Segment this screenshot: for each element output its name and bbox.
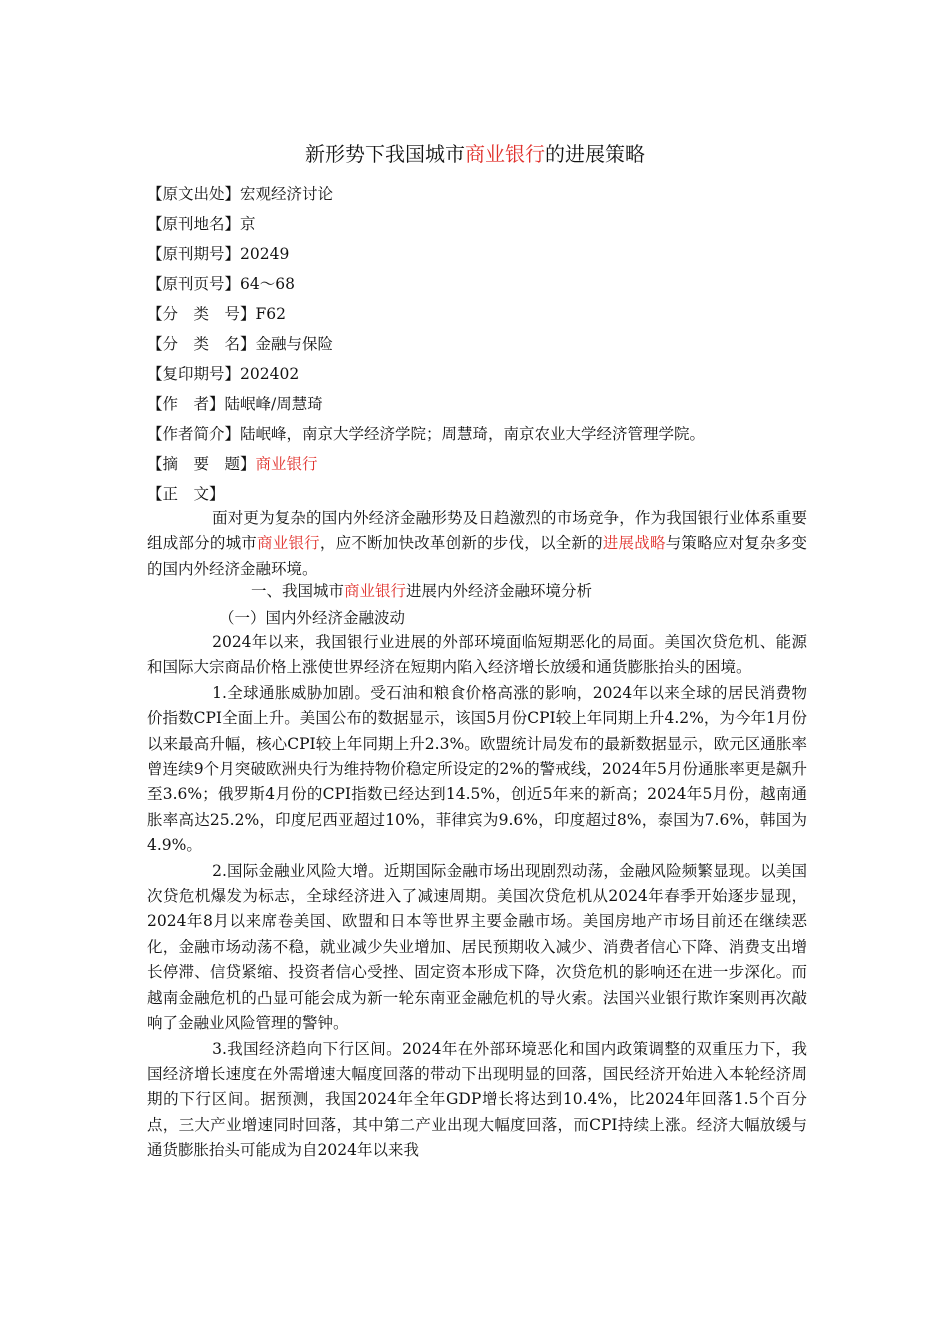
meta-label: 【原刊期号】 <box>147 245 241 263</box>
title-text: 新形势下我国城市 <box>305 142 465 166</box>
meta-value: 202402 <box>240 365 300 383</box>
paragraph-2: 1.全球通胀威胁加剧。受石油和粮食价格高涨的影响，2024年以来全球的居民消费物价指数CPI全面上升。美国公布的数据显示，该国5月份CPI较上年同期上升4.2%，为今年1月份以来最高升幅，核心CPI较上年同期上升2.3%。欧盟统计局发布的最新数据显示，欧元区通胀率曾连续9个月突破欧洲央行为维持物价稳定所设定的2%的警戒线，2024年5月份通胀率更是飙升至3.6%；俄罗斯4月份的CPI指数已经达到14.5%，创近5年来的新高；2024年5月份，越南通胀率高达25.2%，印度尼西亚超过10%，菲律宾为9.6%，印度超过8%，泰国为7.6%，韩国为4.9%。 <box>147 683 807 855</box>
meta-label: 【原刊页号】 <box>147 275 241 293</box>
meta-pages <box>147 274 295 294</box>
meta-label: 【原刊地名】 <box>147 215 241 233</box>
meta-value: 陆岷峰/周慧琦 <box>224 395 323 413</box>
meta-label: 【分 类 名】 <box>147 335 256 353</box>
paragraph-text: 面对更为复杂的国内外经济金融形势及日趋激烈的市场竞争，作为我国银行业体系重要组成部分的城市 <box>147 509 807 553</box>
meta-value: 陆岷峰，南京大学经济学院；周慧琦，南京农业大学经济管理学院。 <box>240 425 706 443</box>
meta-value: 宏观经济讨论 <box>240 185 334 203</box>
heading-keyword-link[interactable]: 商业银行 <box>344 582 407 600</box>
meta-value: 20249 <box>240 245 290 263</box>
meta-reprint <box>147 364 299 384</box>
paragraph <box>147 506 807 582</box>
keyword-link[interactable]: 进展战略 <box>602 534 666 553</box>
document-title <box>0 140 950 168</box>
meta-issue <box>147 244 289 264</box>
meta-label: 【摘 要 题】 <box>147 455 256 473</box>
meta-abstract <box>147 454 318 474</box>
meta-place <box>147 214 256 234</box>
meta-value: 金融与保险 <box>255 335 334 353</box>
meta-label: 【正 文】 <box>147 485 225 503</box>
abstract-keyword-link[interactable]: 商业银行 <box>255 455 318 473</box>
keyword-link[interactable]: 商业银行 <box>257 534 320 553</box>
intro-paragraph <box>147 506 807 582</box>
meta-label: 【复印期号】 <box>147 365 241 383</box>
meta-value: 64～68 <box>240 275 295 293</box>
heading-text: 一、我国城市 <box>251 582 345 600</box>
meta-label: 【作者简介】 <box>147 425 241 443</box>
meta-value: 京 <box>240 215 256 233</box>
paragraph-1: 2024年以来，我国银行业进展的外部环境面临短期恶化的局面。美国次贷危机、能源和国际大宗商品价格上涨使世界经济在短期内陷入经济增长放缓和通货膨胀抬头的困境。 <box>147 633 807 677</box>
meta-label: 【作 者】 <box>147 395 225 413</box>
meta-author-bio <box>147 424 705 444</box>
title-highlight-link[interactable]: 商业银行 <box>465 142 545 166</box>
meta-author <box>147 394 323 414</box>
meta-source <box>147 184 333 204</box>
paragraph-text: 与策略应对复杂多变的国内外经济金融环境。 <box>147 534 807 578</box>
body-paragraphs <box>147 630 807 1164</box>
meta-label: 【分 类 号】 <box>147 305 256 323</box>
meta-class-code <box>147 304 286 324</box>
meta-value: F62 <box>255 305 286 323</box>
heading-text: 进展内外经济金融环境分析 <box>406 582 593 600</box>
paragraph-text: ，应不断加快改革创新的步伐，以全新的 <box>319 534 603 553</box>
meta-label: 【原文出处】 <box>147 185 241 203</box>
paragraph-4: 3.我国经济趋向下行区间。2024年在外部环境恶化和国内政策调整的双重压力下，我国经济增长速度在外需增速大幅度回落的带动下出现明显的回落，国民经济开始进入本轮经济周期的下行区间。据预测，我国2024年全年GDP增长将达到10.4%，比2024年回落1.5个百分点，三大产业增速同时回落，其中第二产业出现大幅度回落，而CPI持续上涨。经济大幅放缓与通货膨胀抬头可能成为自2024年以来我 <box>147 1039 807 1160</box>
meta-class-name <box>147 334 333 354</box>
meta-body-label <box>147 484 225 504</box>
section-heading-1-1: （一）国内外经济金融波动 <box>219 609 406 627</box>
title-text-end: 的进展策略 <box>545 142 645 166</box>
paragraph-3: 2.国际金融业风险大增。近期国际金融市场出现剧烈动荡，金融风险频繁显现。以美国次贷危机爆发为标志，全球经济进入了减速周期。美国次贷危机从2024年春季开始逐步显现，2024年8月以来席卷美国、欧盟和日本等世界主要金融市场。美国房地产市场目前还在继续恶化，金融市场动荡不稳，就业减少失业增加、居民预期收入减少、消费者信心下降、消费支出增长停滞、信贷紧缩、投资者信心受挫、固定资本形成下降，次贷危机的影响还在进一步深化。而越南金融危机的凸显可能会成为新一轮东南亚金融危机的导火索。法国兴业银行欺诈案则再次敲响了金融业风险管理的警钟。 <box>147 861 807 1033</box>
section-heading-1 <box>251 580 592 602</box>
